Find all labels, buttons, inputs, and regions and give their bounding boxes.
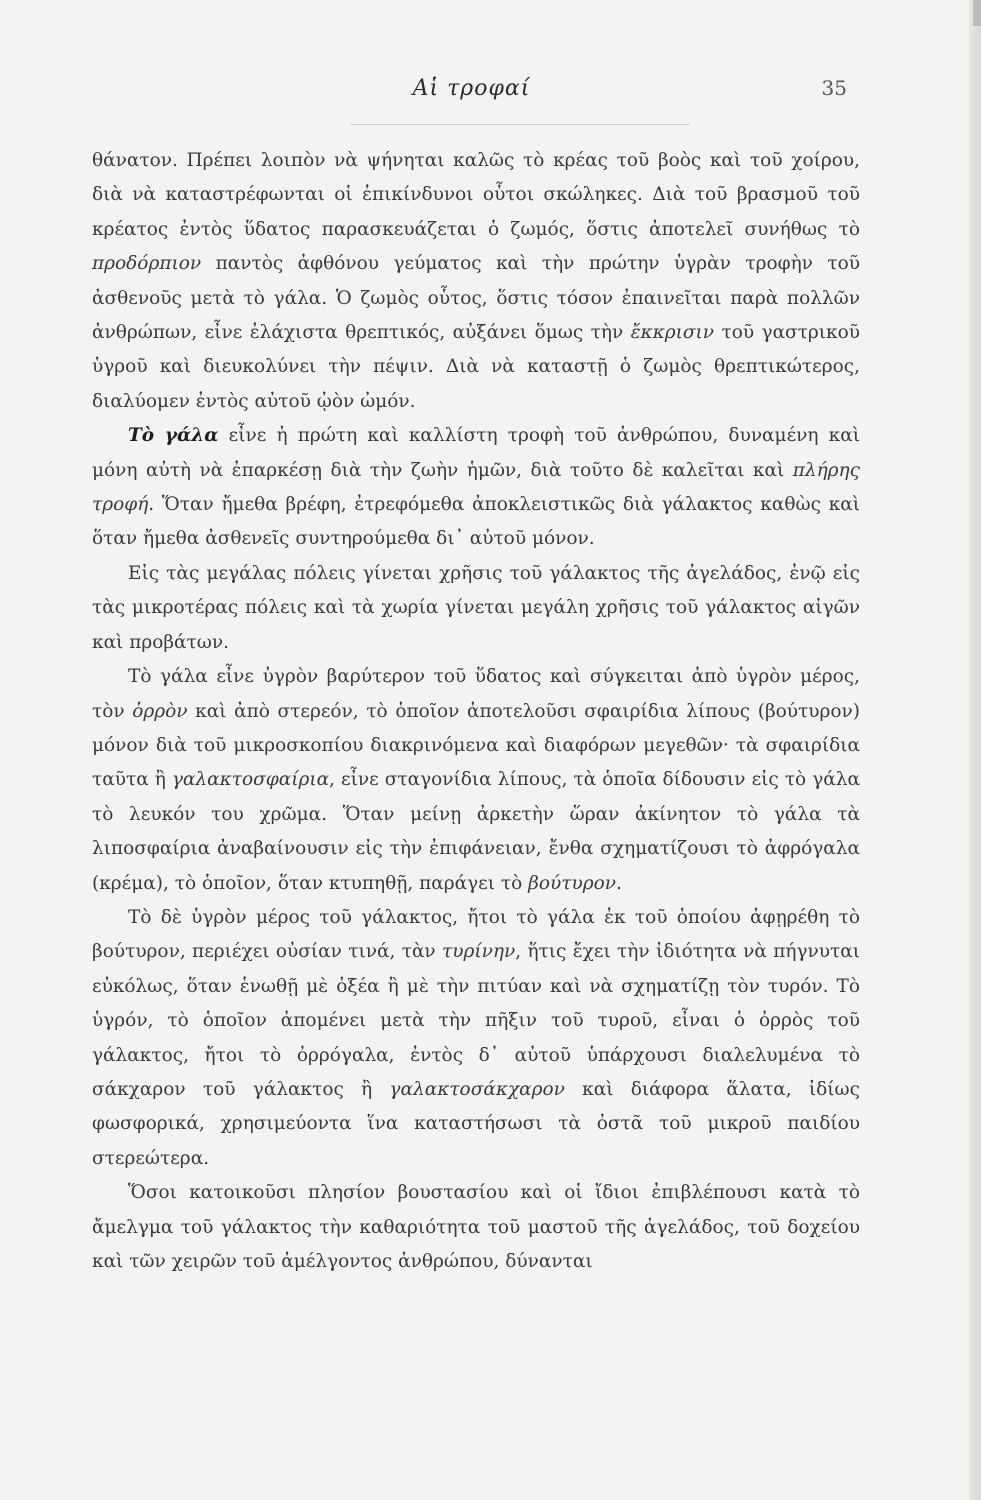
text-run: . [615,872,622,894]
emphasis-text: γαλακτοσφαίρια [171,769,330,791]
paragraph [92,660,860,901]
emphasis-text: προδόρπιον [92,253,202,275]
text-run: Ὅσοι κατοικοῦσι πλησίον βουστασίου καὶ οἱ ἴδιοι ἐπιβλέπουσι κατὰ τὸ ἄμελγμα τοῦ γάλακτος τὴν καθαριότητα τοῦ μαστοῦ τῆς ἀγελάδος, τοῦ δοχείου καὶ τῶν χειρῶν τοῦ ἀμέλγοντος ἀνθρώπου, δύνανται [92,1182,860,1272]
paragraph [92,419,860,557]
emphasis-text: πλήρης τροφή [92,459,860,516]
emphasis-text: τυρίνην [442,941,516,963]
text-run: τοῦ γαστρικοῦ ὑγροῦ καὶ διευκολύνει τὴν πέψιν. Διὰ νὰ καταστῇ ὁ ζωμὸς θρεπτικώτερος, διαλύομεν ἐντὸς αὐτοῦ ᾠὸν ὠμόν. [92,322,860,412]
text-run: θάνατον. Πρέπει λοιπὸν νὰ ψήνηται καλῶς τὸ κρέας τοῦ βοὸς καὶ τοῦ χοίρου, διὰ νὰ καταστρέφωνται οἱ ἐπικίνδυνοι οὗτοι σκώληκες. Διὰ τοῦ βρασμοῦ τοῦ κρέατος ἐντὸς ὕδατος παρασκευάζεται ὁ ζωμός, ὅστις ἀποτελεῖ συνήθως τὸ [92,150,860,240]
text-run: , ἥτις ἔχει τὴν ἰδιότητα νὰ πήγνυται εὐκόλως, ὅταν ἑνωθῇ μὲ ὀξέα ἢ μὲ τὴν πιτύαν καὶ νὰ σχηματίζῃ τὸν τυρόν. Τὸ ὑγρόν, τὸ ὁποῖον ἀπομένει μετὰ τὴν πῆξιν τοῦ τυροῦ, εἶναι ὁ ὀρρὸς τοῦ γάλακτος, ἤτοι τὸ ὀρρόγαλα, ἐντὸς δ᾽ αὐτοῦ ὑπάρχουσι διαλελυμένα τὸ σάκχαρον τοῦ γάλακτος ἢ [92,941,860,1100]
text-run: καὶ διάφορα ἅλατα, ἰδίως φωσφορικά, χρησιμεύοντα ἵνα καταστήσωσι τὰ ὀστᾶ τοῦ μικροῦ παιδίου στερεώτερα. [92,1078,860,1169]
text-run: εἶνε ἡ πρώτη καὶ καλλίστη τροφὴ τοῦ ἀνθρώπου, δυναμένη καὶ μόνη αὐτὴ νὰ ἐπαρκέσῃ διὰ τὴν ζωὴν ἡμῶν, διὰ τοῦτο δὲ καλεῖται καὶ [92,425,860,481]
paragraph [92,1176,860,1279]
header-rule [350,124,690,125]
text-run: καὶ ἀπὸ στερεόν, τὸ ὁποῖον ἀποτελοῦσι σφαιρίδια λίπους (βούτυρον) μόνον διὰ τοῦ μικροσκοπίου διακρινόμενα καὶ διαφόρων μεγεθῶν· τὰ σφαιρίδια ταῦτα ἢ [92,700,860,791]
text-run: Εἰς τὰς μεγάλας πόλεις γίνεται χρῆσις τοῦ γάλακτος τῆς ἀγελάδος, ἐνῷ εἰς τὰς μικροτέρας πόλεις καὶ τὰ χωρία γίνεται μεγάλη χρῆσις τοῦ γάλακτος αἰγῶν καὶ προβάτων. [92,562,860,653]
page-edge [969,0,981,1500]
corner-mark [973,0,981,26]
running-title: Αἱ τροφαί [412,76,531,101]
emphasis-text: γαλακτοσάκχαρον [389,1078,565,1100]
paragraph [92,144,860,419]
paragraph-heading: Τὸ γάλα [128,425,219,447]
paragraph [92,901,860,1176]
text-run: Τὸ γάλα εἶνε ὑγρὸν βαρύτερον τοῦ ὕδατος καὶ σύγκειται ἀπὸ ὑγρὸν μέρος, τὸν [92,666,860,722]
text-run: παντὸς ἀφθόνου γεύματος καὶ τὴν πρώτην ὑγρὰν τροφὴν τοῦ ἀσθενοῦς μετὰ τὸ γάλα. Ὁ ζωμὸς οὗτος, ὅστις τόσον ἐπαινεῖται παρὰ πολλῶν ἀνθρώπων, εἶνε ἐλάχιστα θρεπτικός, αὐξάνει ὅμως τὴν [92,253,860,344]
paragraph [92,557,860,660]
emphasis-text: βούτυρον [528,872,616,894]
emphasis-text: ἔκκρισιν [630,322,715,344]
text-run: , εἶνε σταγονίδια λίπους, τὰ ὁποῖα δίδουσιν εἰς τὸ γάλα τὸ λευκόν του χρῶμα. Ὅταν μείνῃ ἀρκετὴν ὥραν ἀκίνητον τὸ γάλα τὰ λιποσφαίρια ἀναβαίνουσιν εἰς τὴν ἐπιφάνειαν, ἔνθα σχηματίζουσι τὸ ἀφρόγαλα (κρέμα), τὸ ὁποῖον, ὅταν κτυπηθῇ, παράγει τὸ [92,769,861,894]
emphasis-text: ὀρρὸν [132,700,188,722]
body-text [92,144,860,1279]
page-number: 35 [821,76,847,100]
text-run: Τὸ δὲ ὑγρὸν μέρος τοῦ γάλακτος, ἤτοι τὸ γάλα ἐκ τοῦ ὁποίου ἀφῃρέθη τὸ βούτυρον, περιέχει οὐσίαν τινά, τὰν [92,906,860,963]
text-run: . Ὅταν ἤμεθα βρέφη, ἐτρεφόμεθα ἀποκλειστικῶς διὰ γάλακτος καθὼς καὶ ὅταν ἤμεθα ἀσθενεῖς συντηρούμεθα δι᾽ αὐτοῦ μόνον. [92,494,860,550]
page-header [96,76,847,108]
